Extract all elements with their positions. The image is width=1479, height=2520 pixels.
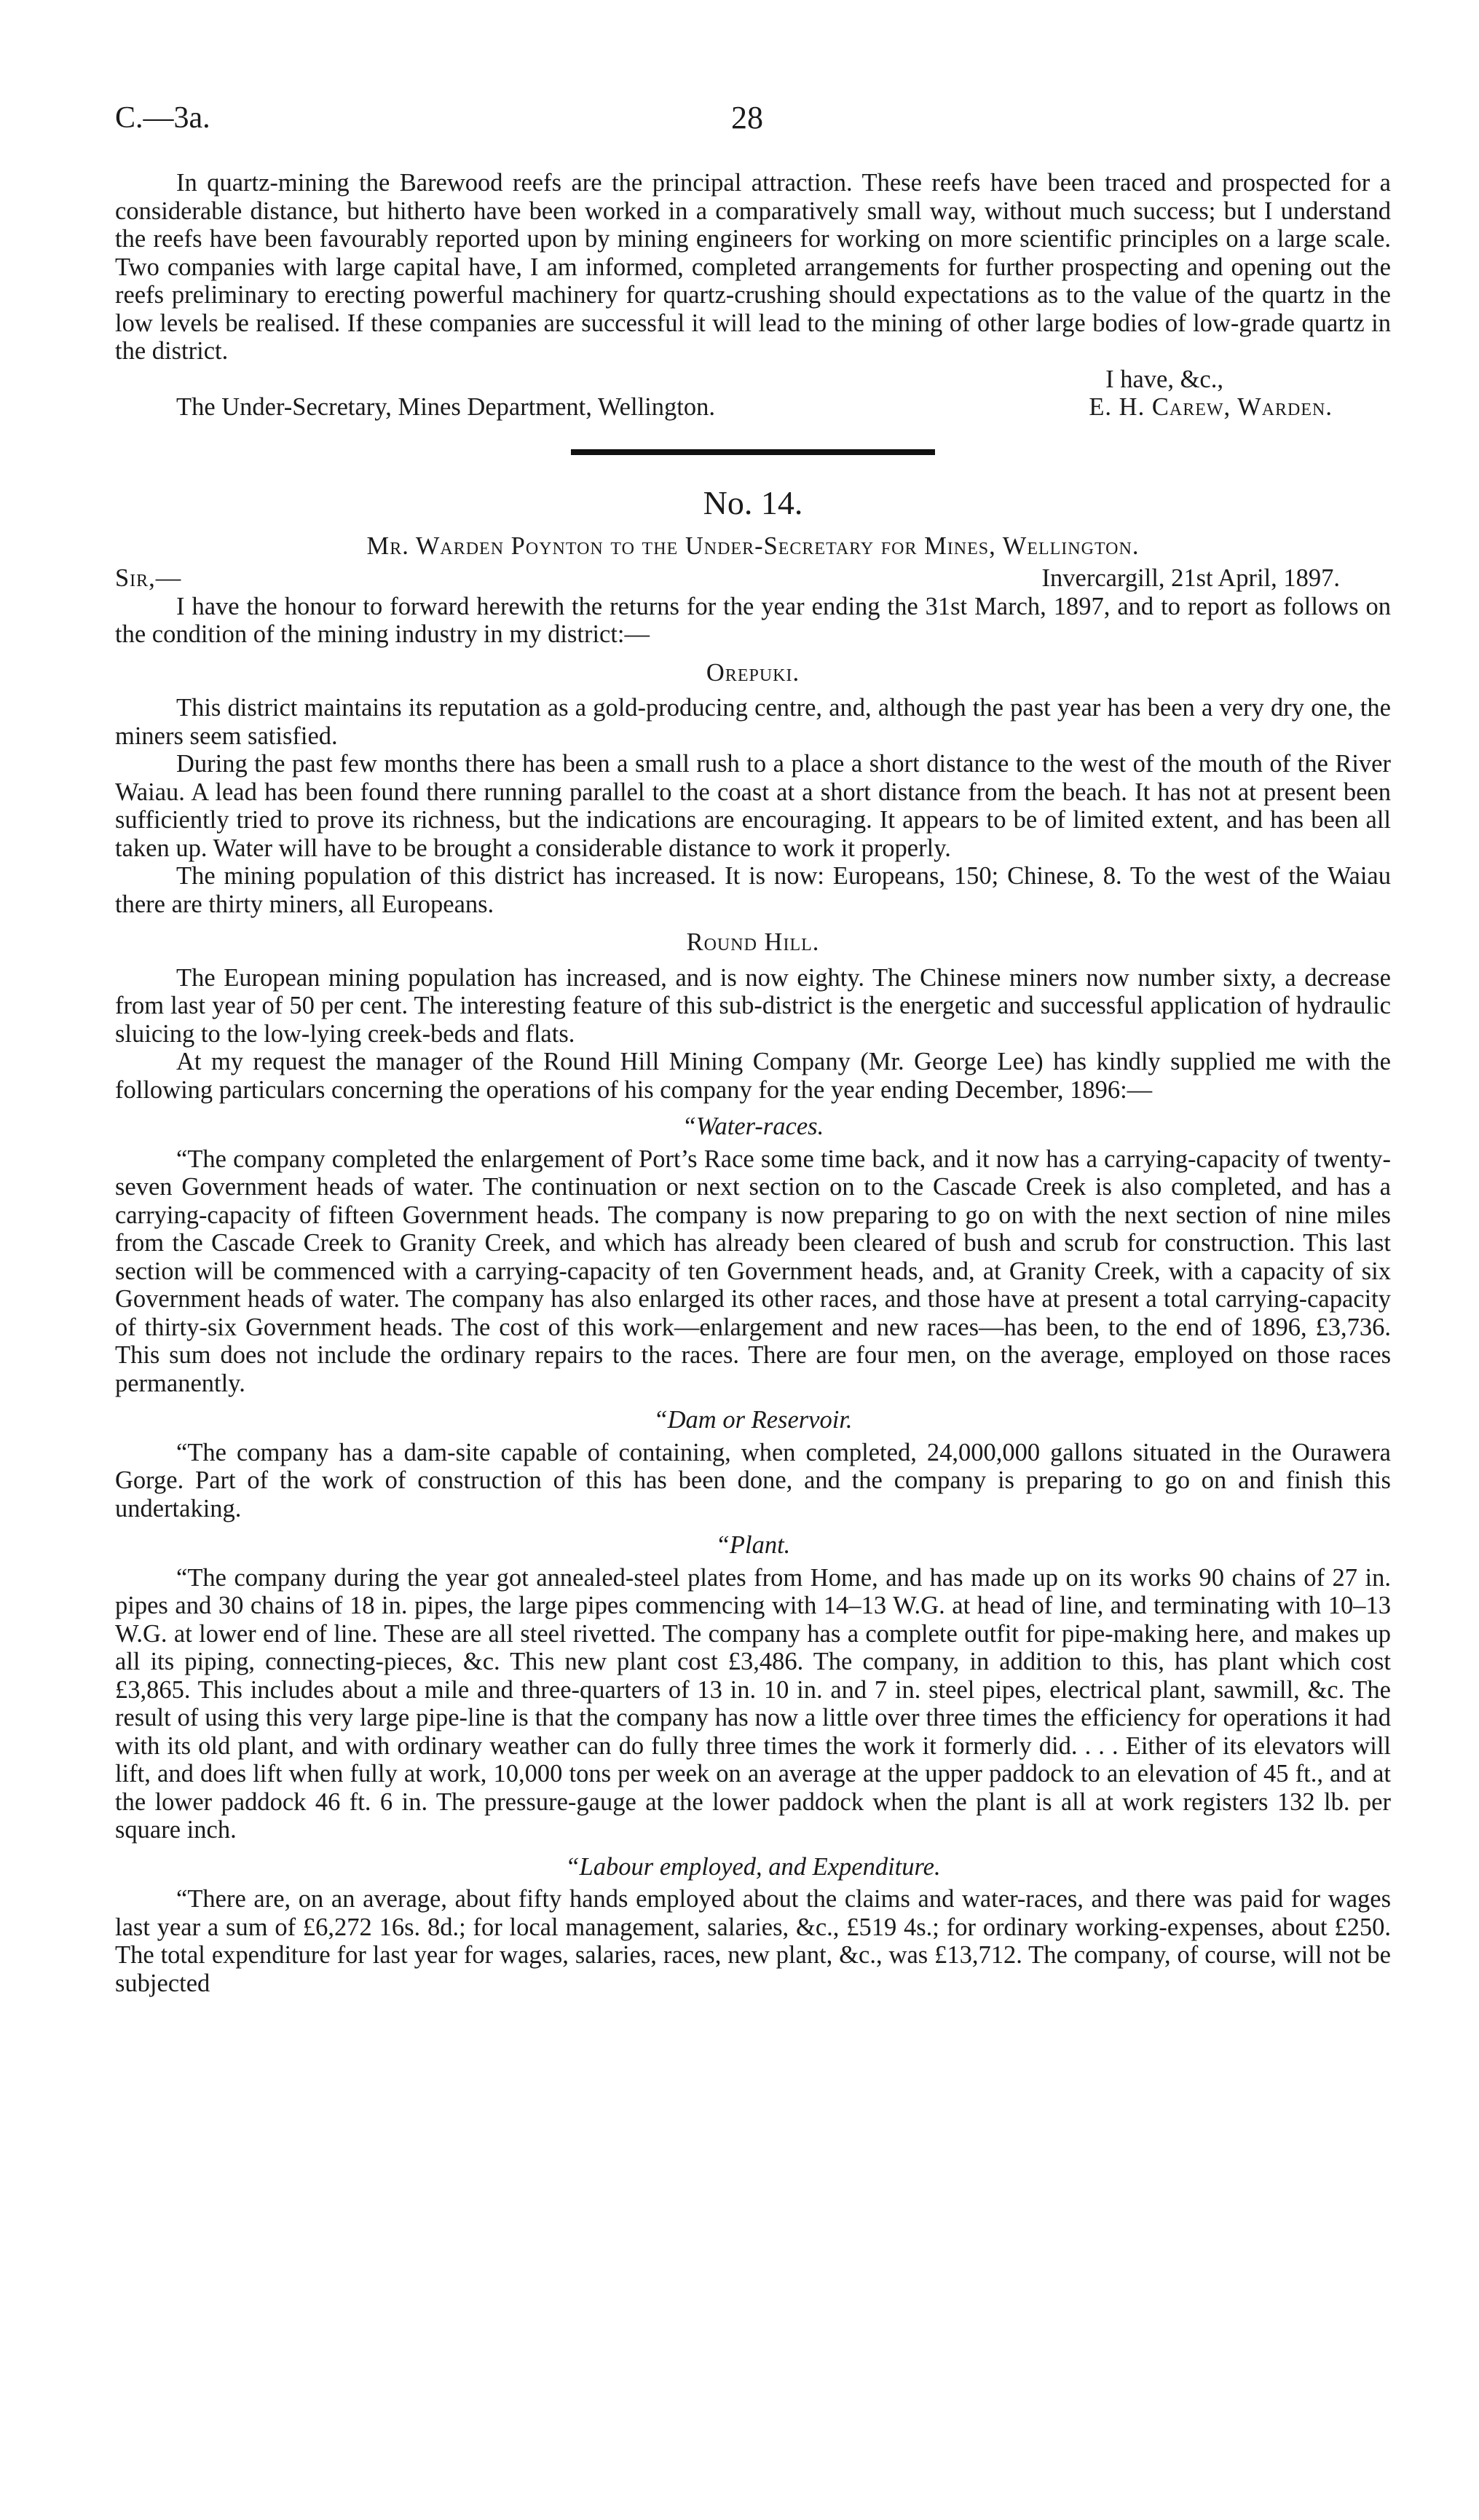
subheading-plant: “Plant. bbox=[715, 1531, 791, 1559]
section-divider bbox=[571, 449, 935, 455]
page-number: 28 bbox=[731, 100, 763, 135]
letter-intro: I have the honour to forward herewith the returns for the year ending the 31st March, 1897, and to report as follows on the condition of the mining industry in my district:— bbox=[115, 592, 1391, 648]
place-date: Invercargill, 21st April, 1897. bbox=[1041, 564, 1340, 592]
salutation: Sir,— bbox=[115, 564, 182, 592]
dam-paragraph: “The company has a dam-site capable of containing, when completed, 24,000,000 gallons situated in the Ourawera Gorge. Part of the work of construction of this has been done, and the company is preparing to go on and finish this undertaking. bbox=[115, 1438, 1391, 1522]
closing-formula: I have, &c., bbox=[1105, 365, 1223, 393]
round-hill-paragraph: The European mining population has increased, and is now eighty. The Chinese miners now number sixty, a decrease from last year of 50 per cent. The interesting feature of this sub-district is the energetic and successful application of hydraulic sluicing to the low-lying creek-beds and flats. bbox=[115, 963, 1391, 1048]
letter-number: No. 14. bbox=[703, 483, 803, 521]
subheading-water-races: “Water-races. bbox=[682, 1113, 824, 1140]
document-reference: C.—3a. bbox=[115, 101, 210, 135]
subheading-labour: “Labour employed, and Expenditure. bbox=[565, 1852, 941, 1881]
orepuki-paragraph: This district maintains its reputation as a gold-producing centre, and, although the past year has been a very dry one, the miners seem satisfied. bbox=[115, 694, 1391, 750]
section-heading-round-hill: Round Hill. bbox=[686, 928, 820, 956]
round-hill-paragraph: At my request the manager of the Round Hill Mining Company (Mr. George Lee) has kindly supplied me with the following particulars concerning the operations of his company for the year ending December, 1896:— bbox=[115, 1048, 1391, 1104]
carew-signature-line bbox=[115, 393, 1391, 422]
plant-paragraph: “The company during the year got annealed-steel plates from Home, and has made up on its works 90 chains of 27 in. pipes and 30 chains of 18 in. pipes, the large pipes commencing with 14–13 W.G. at head of line, and terminating with 10–13 W.G. at lower end of line. These are all steel rivetted. The company has a complete outfit for pipe-making here, and makes up all its piping, connecting-pieces, &c. This new plant cost £3,486. The company, in addition to this, has plant which cost £3,865. This includes about a mile and three-quarters of 13 in. 10 in. and 7 in. steel pipes, electrical plant, sawmill, &c. The result of using this very large pipe-line is that the company has now a little over three times the efficiency for operations it had with its old plant, and with ordinary weather can do fully three times the work it formerly did. . . . Either of its elevators will lift, and does lift when fully at work, 10,000 tons per week on an average at the upper paddock to an elevation of 45 ft., and at the lower paddock 46 ft. 6 in. The pressure-gauge at the lower paddock when the plant is all at work registers 132 lb. per square inch. bbox=[115, 1563, 1391, 1844]
letter-from-to: Mr. Warden Poynton to the Under-Secretary for Mines, Wellington. bbox=[366, 532, 1140, 560]
salutation-line bbox=[115, 564, 1391, 593]
water-races-paragraph: “The company completed the enlargement of Port’s Race some time back, and it now has a carrying-capacity of twenty-seven Government heads of water. The continuation or next section on to the Cascade Creek is also completed, and has a carrying-capacity of fifteen Government heads. The company is now preparing to go on with the next section of nine miles from the Cascade Creek to Granity Creek, and which has already been cleared of bush and scrub for construction. This last section will be commenced with a carrying-capacity of ten Government heads, and, at Granity Creek, with a capacity of six Government heads of water. The company has also enlarged its other races, and those have at present a total carrying-capacity of thirty-six Government heads. The cost of this work—enlargement and new races—has been, to the end of 1896, £3,736. This sum does not include the ordinary repairs to the races. There are four men, on the average, employed on those races permanently. bbox=[115, 1145, 1391, 1397]
document-body bbox=[115, 169, 1391, 1997]
orepuki-paragraph: During the past few months there has been a small rush to a place a short distance to the west of the mouth of the River Waiau. A lead has been found there running parallel to the coast at a short distance from the beach. It has not at present been sufficiently tried to prove its richness, but the indications are encouraging. It appears to be of limited extent, and has been all taken up. Water will have to be brought a considerable distance to work it properly. bbox=[115, 750, 1391, 862]
signature: E. H. Carew, Warden. bbox=[1089, 393, 1333, 421]
addressee: The Under-Secretary, Mines Department, Wellington. bbox=[176, 393, 715, 421]
carew-paragraph: In quartz-mining the Barewood reefs are the principal attraction. These reefs have been traced and prospected for a considerable distance, but hitherto have been worked in a comparatively small way, without much success; but I understand the reefs have been favourably reported upon by mining engineers for working on more scientific principles on a large scale. Two companies with large capital have, I am informed, completed arrangements for further prospecting and opening out the reefs preliminary to erecting powerful machinery for quartz-crushing should expectations as to the value of the quartz in the low levels be realised. If these companies are successful it will lead to the mining of other large bodies of low-grade quartz in the district. bbox=[115, 169, 1391, 365]
section-heading-orepuki: Orepuki. bbox=[706, 658, 800, 687]
orepuki-paragraph: The mining population of this district has increased. It is now: Europeans, 150; Chinese, 8. To the west of the Waiau there are thirty miners, all Europeans. bbox=[115, 862, 1391, 918]
subheading-dam: “Dam or Reservoir. bbox=[653, 1406, 853, 1434]
labour-paragraph: “There are, on an average, about fifty hands employed about the claims and water-races, and there was paid for wages last year a sum of £6,272 16s. 8d.; for local management, salaries, &c., £519 4s.; for ordinary working-expenses, about £250. The total expenditure for last year for wages, salaries, races, new plant, &c., was £13,712. The company, of course, will not be subjected bbox=[115, 1885, 1391, 1997]
